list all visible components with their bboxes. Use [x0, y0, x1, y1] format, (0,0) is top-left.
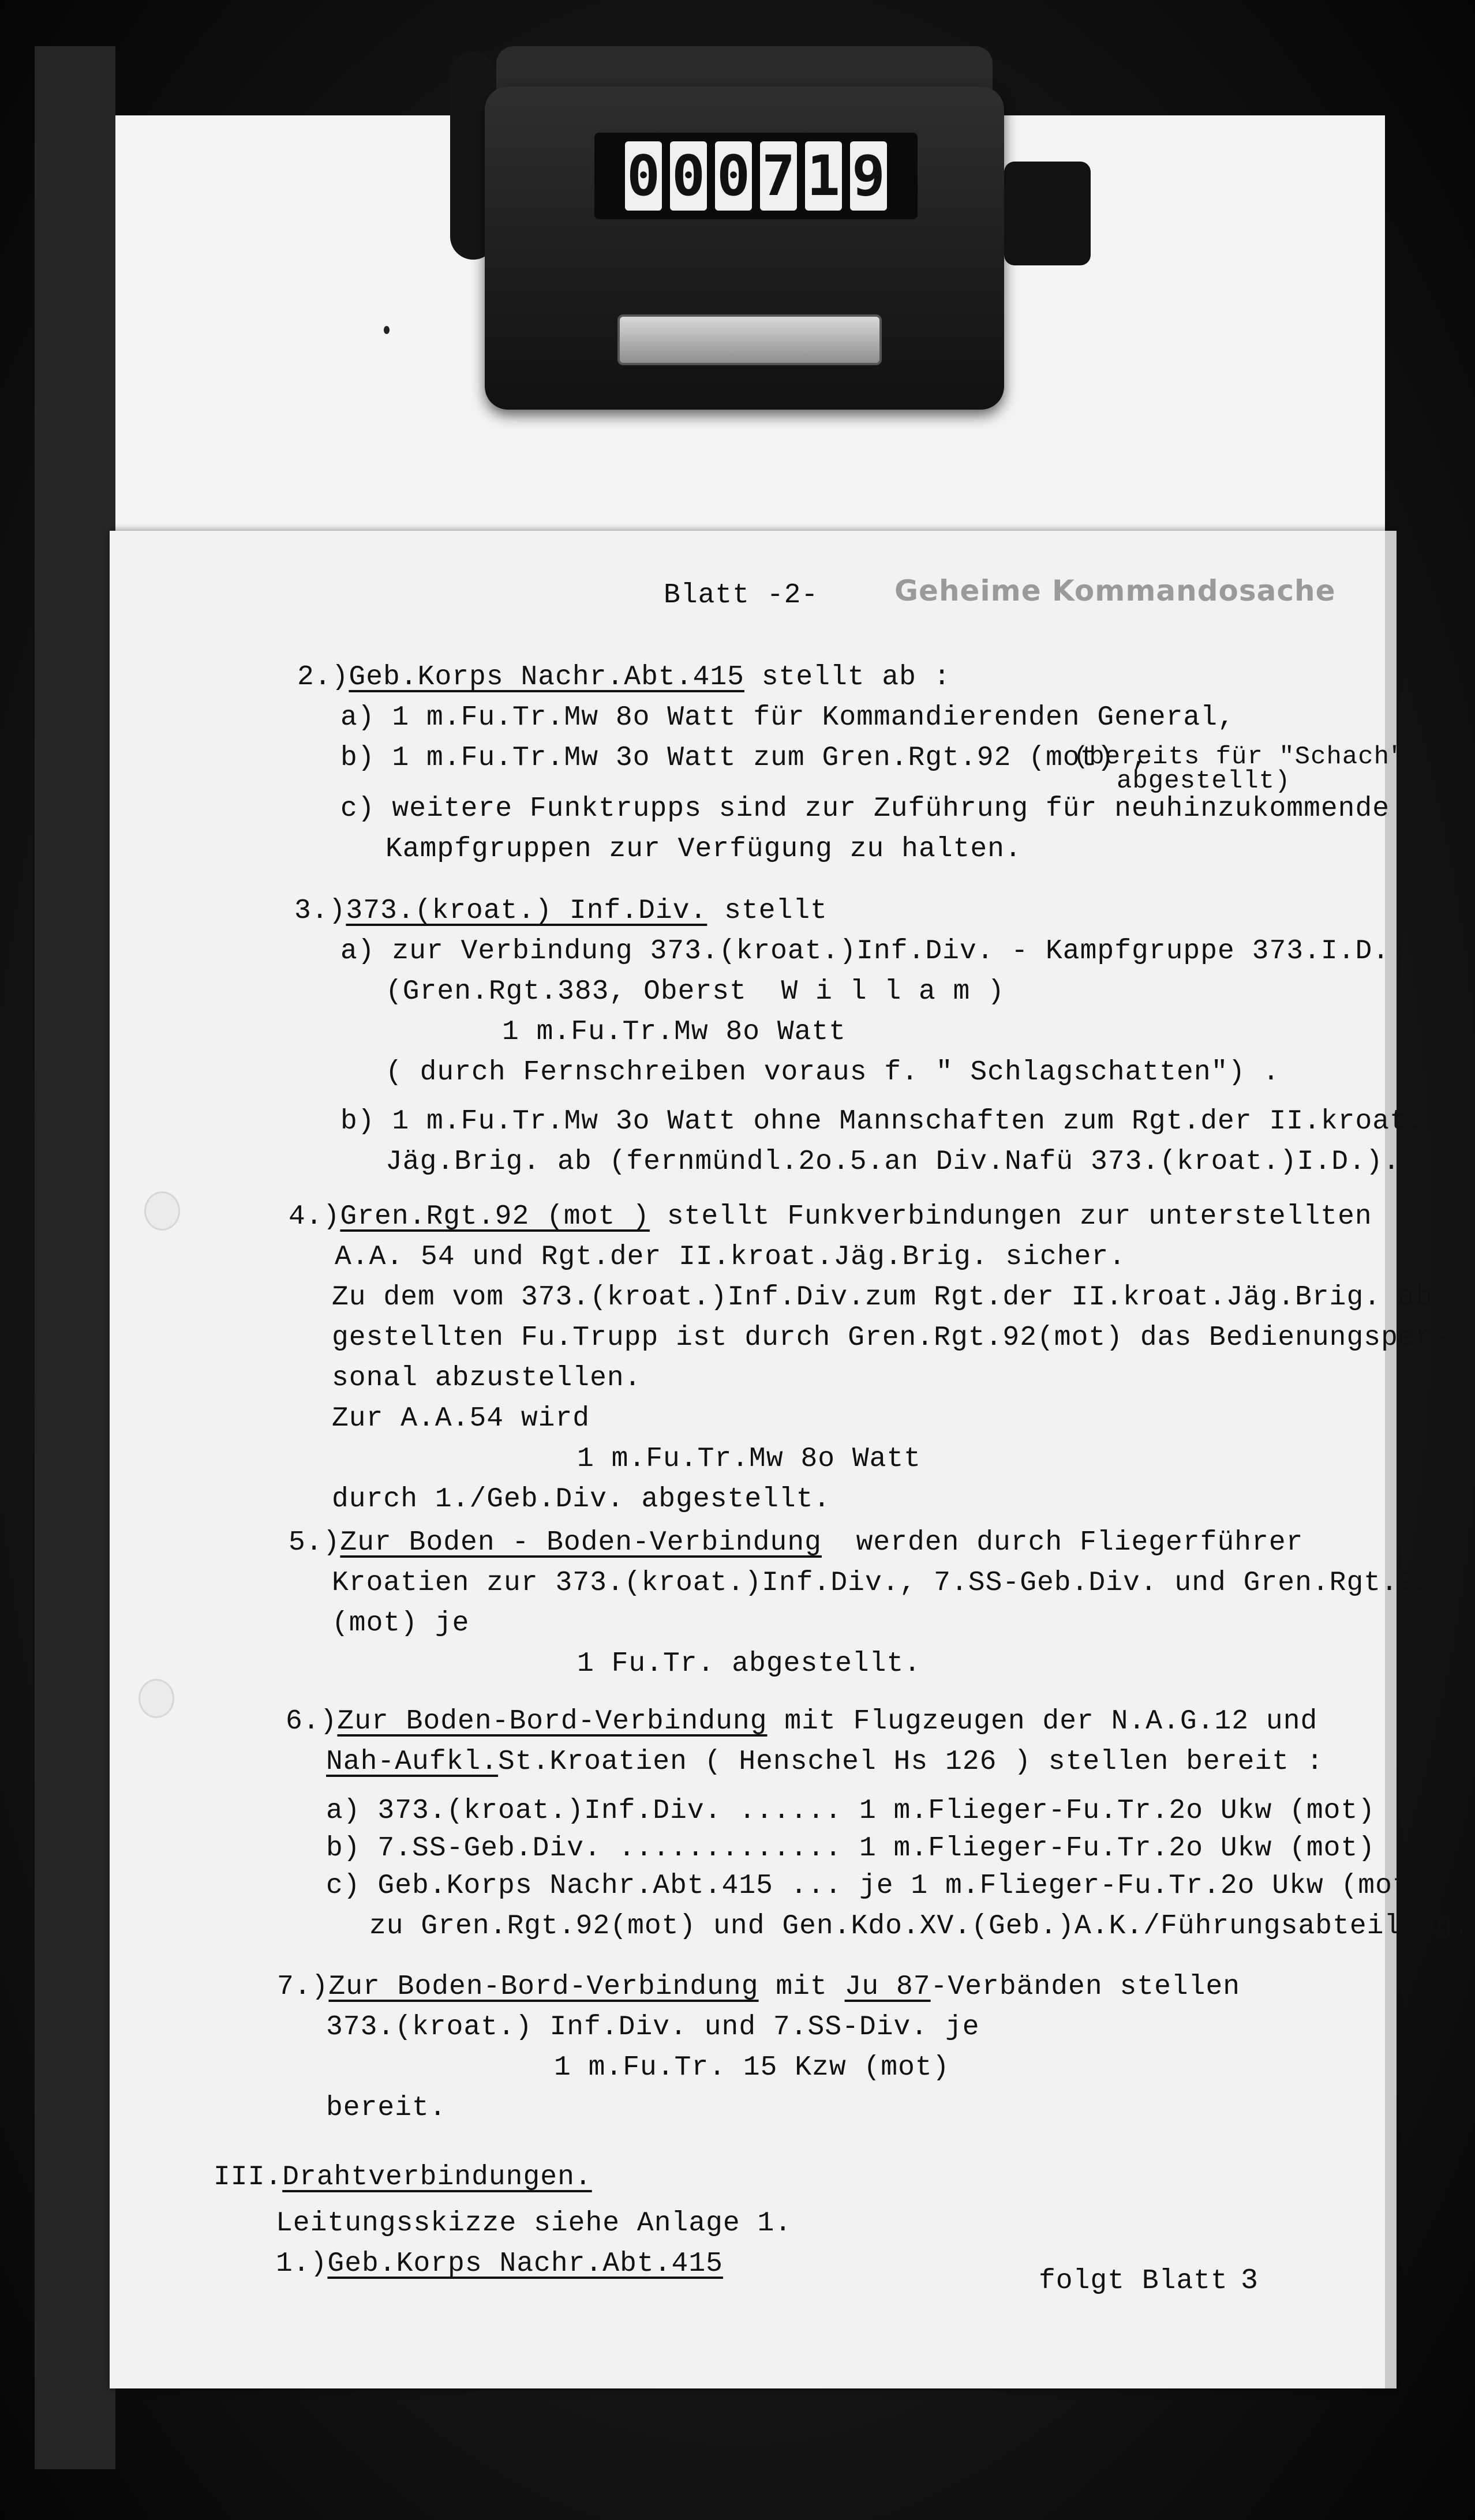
text-segment: 2.): [297, 662, 349, 693]
text-segment: Kroatien zur 373.(kroat.)Inf.Div., 7.SS-Geb.Div. und Gren.Rgt.92: [332, 1567, 1433, 1599]
text-segment: bereit.: [326, 2092, 447, 2124]
counter-display: [594, 133, 918, 219]
text-line: [289, 1529, 1303, 1557]
counter-digit: 1: [805, 141, 842, 211]
text-segment: zu Gren.Rgt.92(mot) und Gen.Kdo.XV.(Geb.)A.K./Führungsabteilung.: [369, 1911, 1470, 1942]
text-segment: c) Geb.Korps Nachr.Abt.415 ... je 1 m.Flieger-Fu.Tr.2o Ukw (mot): [326, 1870, 1427, 1902]
text-line: [326, 2013, 980, 2041]
text-segment: 1 m.Fu.Tr.Mw 8o Watt: [577, 1443, 922, 1475]
text-segment: -Verbänden stellen: [930, 1971, 1241, 2002]
text-segment: gestellten Fu.Trupp ist durch Gren.Rgt.92(mot) das Bedienungsper-: [332, 1322, 1450, 1353]
text-segment: sonal abzustellen.: [332, 1363, 642, 1394]
text-line: [1039, 2267, 1228, 2295]
text-line: [332, 1284, 1450, 1311]
text-line: [502, 1018, 846, 1046]
text-segment: 3.): [294, 895, 346, 927]
text-line: [276, 2250, 723, 2278]
text-line: [277, 1973, 1240, 2001]
counter-digit: 0: [670, 141, 707, 211]
counter-digit: 9: [850, 141, 887, 211]
text-line: [294, 897, 828, 925]
text-segment: stellt: [707, 895, 828, 927]
text-line: [332, 1364, 641, 1392]
text-segment: Zu dem vom 373.(kroat.)Inf.Div.zum Rgt.der II.kroat.Jäg.Brig. ab-: [332, 1282, 1450, 1313]
text-segment: 1 Fu.Tr. abgestellt.: [577, 1648, 922, 1679]
text-segment: mit Flugzeugen der N.A.G.12 und: [767, 1706, 1318, 1737]
text-line: [554, 2054, 950, 2082]
counter-digit: 7: [760, 141, 797, 211]
text-segment: c) weitere Funktrupps sind zur Zuführung für neuhinzukommende: [340, 793, 1390, 824]
text-segment: abgestellt): [1117, 767, 1291, 796]
text-segment: Zur A.A.54 wird: [332, 1403, 590, 1434]
classification-stamp: Geheime Kommandosache: [894, 574, 1336, 608]
underlined-heading: Ju 87: [844, 1971, 931, 2002]
text-segment: III.: [214, 2162, 283, 2193]
text-line: [326, 1872, 1427, 1900]
text-line: [335, 1243, 1126, 1271]
text-line: [577, 1445, 921, 1473]
text-segment: a) zur Verbindung 373.(kroat.)Inf.Div. - Kampfgruppe 373.I.D.: [340, 936, 1390, 967]
text-segment: mit: [758, 1971, 845, 2002]
text-segment: durch 1./Geb.Div. abgestellt.: [332, 1484, 831, 1515]
text-segment: 373.(kroat.) Inf.Div. und 7.SS-Div. je: [326, 2012, 980, 2043]
text-line: [289, 1203, 1372, 1231]
punch-hole: [144, 1191, 180, 1231]
text-segment: Kampfgruppen zur Verfügung zu halten.: [385, 834, 1022, 865]
text-segment: (bereits für "Schach": [1073, 742, 1406, 771]
page-number: 3: [1241, 2264, 1259, 2297]
text-segment: stellt Funkverbindungen zur unterstellten: [649, 1201, 1372, 1232]
underlined-heading: Zur Boden-Bord-Verbindung: [328, 1971, 759, 2002]
text-segment: b) 1 m.Fu.Tr.Mw 3o Watt zum Gren.Rgt.92 (mot) ,: [340, 742, 1149, 774]
underlined-heading: Zur Boden-Bord-Verbindung: [337, 1706, 768, 1737]
text-line: [1073, 744, 1406, 770]
text-line: [385, 978, 1005, 1006]
text-line: [340, 704, 1235, 732]
text-line: [332, 1324, 1450, 1352]
text-segment: b) 7.SS-Geb.Div. ............. 1 m.Flieger-Fu.Tr.2o Ukw (mot): [326, 1833, 1376, 1864]
text-line: [332, 1405, 590, 1432]
text-line: [326, 1797, 1375, 1825]
text-segment: 5.): [289, 1527, 340, 1558]
text-segment: St.Kroatien ( Henschel Hs 126 ) stellen bereit :: [498, 1746, 1324, 1777]
text-line: [1117, 768, 1290, 794]
text-line: [326, 1835, 1375, 1862]
text-line: [340, 1108, 1424, 1135]
page-header: Blatt -2-: [664, 580, 819, 611]
text-line: [276, 2210, 792, 2237]
text-line: [286, 1708, 1317, 1735]
text-segment: Jäg.Brig. ab (fernmündl.2o.5.an Div.Nafü 373.(kroat.)I.D.).: [385, 1146, 1401, 1178]
text-segment: Leitungsskizze siehe Anlage 1.: [276, 2208, 792, 2239]
punch-hole: [138, 1679, 174, 1718]
text-line: [332, 1486, 830, 1513]
text-segment: 1 m.Fu.Tr. 15 Kzw (mot): [554, 2052, 950, 2083]
text-line: [340, 937, 1390, 965]
text-segment: 4.): [289, 1201, 340, 1232]
text-line: [369, 1912, 1470, 1940]
underlined-heading: 373.(kroat.) Inf.Div.: [346, 895, 707, 927]
text-line: [577, 1650, 921, 1678]
text-segment: werden durch Fliegerführer: [821, 1527, 1304, 1558]
counter-digit: 0: [715, 141, 752, 211]
text-line: [332, 1610, 469, 1637]
text-line: [340, 744, 1149, 772]
text-segment: 1 m.Fu.Tr.Mw 8o Watt: [502, 1017, 847, 1048]
text-segment: folgt Blatt: [1039, 2266, 1228, 2297]
underlined-heading: Geb.Korps Nachr.Abt.415: [327, 2248, 723, 2279]
text-segment: (mot) je: [332, 1608, 470, 1639]
text-segment: 6.): [286, 1706, 338, 1737]
underlined-heading: Gren.Rgt.92 (mot ): [340, 1201, 650, 1232]
text-line: [297, 663, 951, 691]
text-line: [332, 1569, 1433, 1597]
counter-nameplate: [617, 314, 882, 365]
text-segment: a) 1 m.Fu.Tr.Mw 8o Watt für Kommandierenden General,: [340, 702, 1235, 733]
text-line: [385, 1148, 1400, 1176]
text-segment: 1.): [276, 2248, 328, 2279]
text-line: [385, 1059, 1280, 1086]
speck-mark: [384, 326, 390, 334]
text-segment: (Gren.Rgt.383, Oberst W i l l a m ): [385, 976, 1005, 1007]
text-segment: ( durch Fernschreiben voraus f. " Schlagschatten") .: [385, 1057, 1280, 1088]
text-segment: b) 1 m.Fu.Tr.Mw 3o Watt ohne Mannschaften zum Rgt.der II.kroat.: [340, 1106, 1424, 1137]
underlined-heading: Zur Boden - Boden-Verbindung: [340, 1527, 822, 1558]
text-segment: A.A. 54 und Rgt.der II.kroat.Jäg.Brig. sicher.: [335, 1242, 1126, 1273]
counter-digit: 0: [625, 141, 662, 211]
text-line: [326, 1748, 1324, 1776]
text-segment: a) 373.(kroat.)Inf.Div. ...... 1 m.Flieger-Fu.Tr.2o Ukw (mot): [326, 1795, 1376, 1827]
text-line: [385, 835, 1022, 863]
text-line: [326, 2094, 447, 2122]
text-segment: 7.): [277, 1971, 329, 2002]
text-line: [214, 2163, 592, 2191]
text-segment: stellt ab :: [744, 662, 951, 693]
underlined-heading: Nah-Aufkl.: [326, 1746, 499, 1777]
counter-knob: [1004, 162, 1091, 265]
text-line: [340, 795, 1390, 823]
film-edge: [35, 46, 115, 2469]
underlined-heading: Geb.Korps Nachr.Abt.415: [349, 662, 744, 693]
underlined-heading: Drahtverbindungen.: [282, 2162, 592, 2193]
